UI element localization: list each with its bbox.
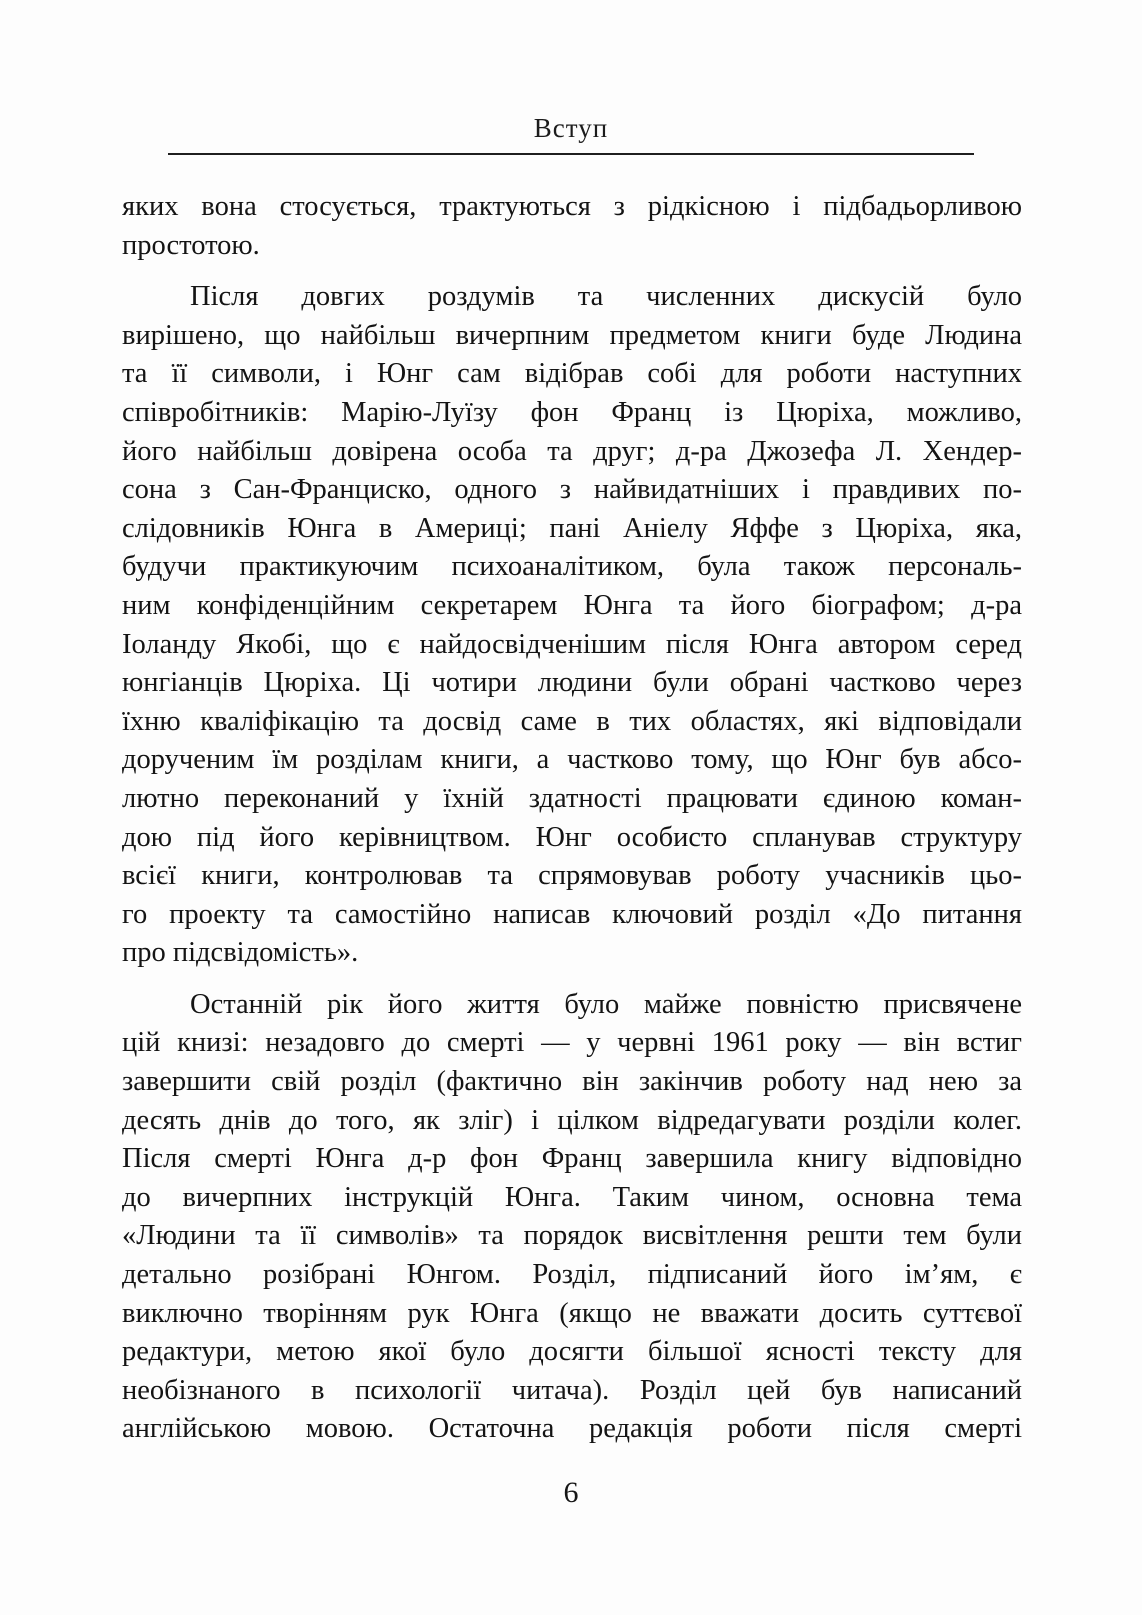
text-line: необізнаного в психології читача). Розділ цей був написаний [122,1374,1022,1406]
text-line: дорученим їм розділам книги, а частково тому, що Юнг був абсо- [122,744,1022,776]
paragraph [122,986,1022,1449]
text-line: лютно переконаний у їхній здатності працювати єдиною коман- [122,782,1022,814]
text-line: його найбільш довірена особа та друг; д-ра Джозефа Л. Хендер- [122,435,1022,467]
text-line: будучи практикуючим психоаналітиком, була також персональ- [122,551,1022,583]
text-line: десять днів до того, як зліг) і цілком відредагувати розділи колег. [122,1104,1022,1136]
text-line: редактури, метою якої було досягти більшої ясності тексту для [122,1336,1022,1368]
paragraph [122,278,1022,973]
text-line: го проекту та самостійно написав ключовий розділ «До питання [122,898,1022,930]
text-line: яких вона стосується, трактуються з рідкісною і підбадьорливою [122,191,1022,222]
text-line: Після довгих роздумів та численних дискусій було [190,281,1022,313]
text-line: вирішено, що найбільш вичерпним предметом книги буде Людина [122,319,1022,351]
running-header [0,112,1142,155]
text-line: співробітників: Марію-Луїзу фон Франц із Цюріха, можливо, [122,396,1022,428]
text-line: детально розібрані Юнгом. Розділ, підписаний його ім’ям, є [122,1259,1022,1291]
text-line: та її символи, і Юнг сам відібрав собі для роботи наступних [122,358,1022,390]
text-line: слідовників Юнга в Америці; пані Аніелу Яффе з Цюріха, яка, [122,512,1022,544]
text-line: англійською мовою. Остаточна редакція роботи після смерті [122,1413,1022,1445]
paragraph [122,188,1022,265]
text-line: юнгіанців Цюріха. Ці чотири людини були обрані частково через [122,667,1022,699]
text-line: всієї книги, контролював та спрямовував роботу учасників цьо- [122,860,1022,892]
text-line: виключно творінням рук Юнга (якщо не вважати досить суттєвої [122,1297,1022,1329]
text-line: цій книзі: незадовго до смерті — у червні 1961 року — він встиг [122,1027,1022,1059]
text-line: до вичерпних інструкцій Юнга. Таким чином, основна тема [122,1181,1022,1213]
text-line: «Людини та її символів» та порядок висвітлення решти тем були [122,1220,1022,1252]
header-rule [168,153,974,155]
text-line: дою під його керівництвом. Юнг особисто спланував структуру [122,821,1022,853]
body-text [122,188,1022,1449]
text-line: простотою. [122,229,260,261]
text-line: Іоланду Якобі, що є найдосвідченішим після Юнга автором серед [122,628,1022,660]
text-line: Після смерті Юнга д-р фон Франц завершила книгу відповідно [122,1143,1022,1175]
text-line: Останній рік його життя було майже повністю присвячене [190,988,1022,1020]
text-line: про підсвідомість». [122,937,359,969]
text-line: ним конфіденційним секретарем Юнга та його біографом; д-ра [122,589,1022,621]
text-line: сона з Сан-Франциско, одного з найвидатніших і правдивих по- [122,474,1022,506]
header-title: Вступ [533,113,609,143]
text-line: завершити свій розділ (фактично він закінчив роботу над нею за [122,1066,1022,1098]
page-number: 6 [563,1476,579,1509]
text-line: їхню кваліфікацію та досвід саме в тих областях, які відповідали [122,705,1022,737]
